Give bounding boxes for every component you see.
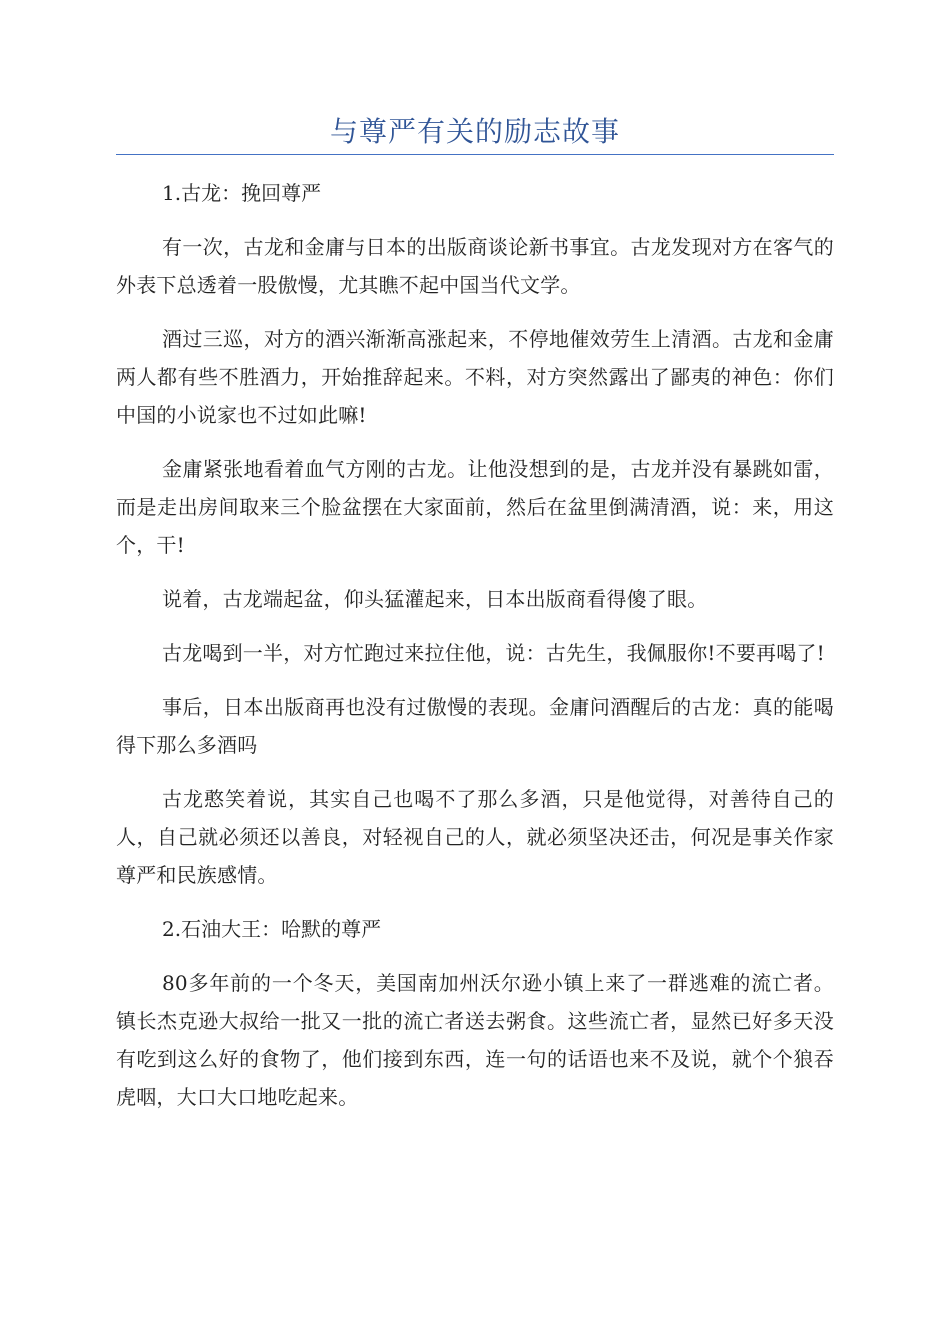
section-heading-2: 2.石油大王：哈默的尊严 [162,917,382,941]
paragraph: 说着，古龙端起盆，仰头猛灌起来，日本出版商看得傻了眼。 [162,587,708,611]
title-underline [116,154,834,155]
paragraph: 古龙喝到一半，对方忙跑过来拉住他，说：古先生，我佩服你!不要再喝了! [162,641,825,665]
paragraph: 金庸紧张地看着血气方刚的古龙。让他没想到的是，古龙并没有暴跳如雷，而是走出房间取来三个脸盆摆在大家面前，然后在盆里倒满清酒，说：来，用这个，干! [116,457,834,557]
paragraph: 酒过三巡，对方的酒兴渐渐高涨起来，不停地催效劳生上清酒。古龙和金庸两人都有些不胜酒力，开始推辞起来。不料，对方突然露出了鄙夷的神色：你们中国的小说家也不过如此嘛! [116,327,834,427]
section-heading-1: 1.古龙：挽回尊严 [162,181,322,205]
document-title: 与尊严有关的励志故事 [329,115,620,148]
document-body [116,174,834,1132]
paragraph: 有一次，古龙和金庸与日本的出版商谈论新书事宜。古龙发现对方在客气的外表下总透着一股傲慢，尤其瞧不起中国当代文学。 [116,235,834,297]
paragraph: 事后，日本出版商再也没有过傲慢的表现。金庸问酒醒后的古龙：真的能喝得下那么多酒吗 [116,695,834,757]
paragraph: 80多年前的一个冬天，美国南加州沃尔逊小镇上来了一群逃难的流亡者。镇长杰克逊大叔给一批又一批的流亡者送去粥食。这些流亡者，显然已好多天没有吃到这么好的食物了，他们接到东西，连一句的话语也来不及说，就个个狼吞虎咽，大口大口地吃起来。 [116,971,834,1109]
paragraph: 古龙憨笑着说，其实自己也喝不了那么多酒，只是他觉得，对善待自己的人，自己就必须还以善良，对轻视自己的人，就必须坚决还击，何况是事关作家尊严和民族感情。 [116,787,834,887]
